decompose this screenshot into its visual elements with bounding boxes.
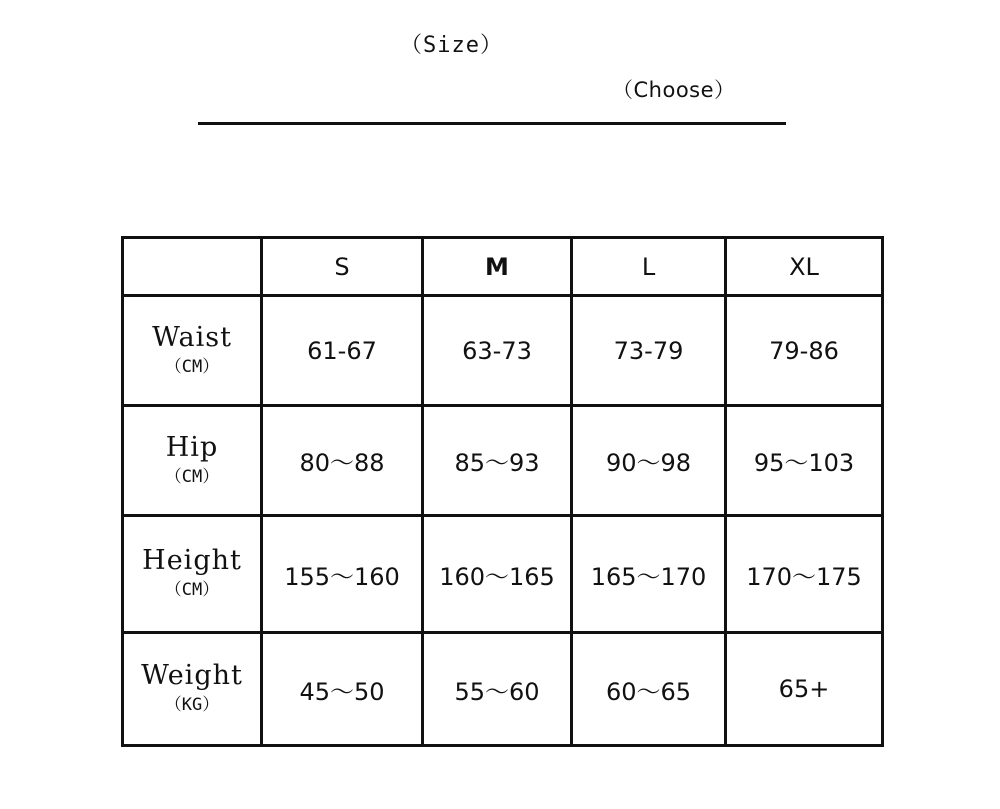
row-unit: （CM） — [164, 356, 220, 377]
size-heading: （Size） — [400, 33, 503, 58]
table-header-row — [123, 238, 883, 296]
table-cell: 63-73 — [423, 296, 572, 406]
row-unit: （KG） — [164, 695, 220, 715]
row-label: Hip — [165, 431, 219, 463]
table-cell: 85～93 — [423, 406, 572, 516]
row-label: Height — [142, 545, 242, 576]
row-unit: （CM） — [164, 580, 220, 600]
table-cell: 55～60 — [423, 633, 572, 746]
corner-cell — [123, 238, 262, 296]
table-cell: 160～165 — [423, 516, 572, 633]
row-label-cell — [123, 633, 262, 746]
table-cell: 45～50 — [262, 633, 423, 746]
column-header-m: M — [423, 238, 572, 296]
table-cell: 61-67 — [262, 296, 423, 406]
choose-heading: （Choose） — [612, 78, 736, 102]
row-label-cell — [123, 406, 262, 516]
table-cell: 90～98 — [572, 406, 726, 516]
row-label: Weight — [141, 660, 243, 691]
column-header-xl: XL — [726, 238, 883, 296]
table-cell: 155～160 — [262, 516, 423, 633]
column-header-s: S — [262, 238, 423, 296]
column-header-l: L — [572, 238, 726, 296]
header-divider — [198, 122, 786, 125]
table-cell: 95～103 — [726, 406, 883, 516]
table-row-height — [123, 516, 883, 633]
table-row-waist — [123, 296, 883, 406]
row-label-cell — [123, 296, 262, 406]
table-row-hip — [123, 406, 883, 516]
row-label: Waist — [152, 321, 232, 353]
table-cell: 60～65 — [572, 633, 726, 746]
table-cell: 165～170 — [572, 516, 726, 633]
row-label-cell — [123, 516, 262, 633]
row-unit: （CM） — [164, 466, 220, 487]
table-row-weight — [123, 633, 883, 746]
table-cell: 73-79 — [572, 296, 726, 406]
table-cell: 65+ — [726, 633, 883, 746]
table-cell: 80～88 — [262, 406, 423, 516]
table-cell: 170～175 — [726, 516, 883, 633]
size-chart-table — [121, 236, 884, 747]
table-cell: 79-86 — [726, 296, 883, 406]
